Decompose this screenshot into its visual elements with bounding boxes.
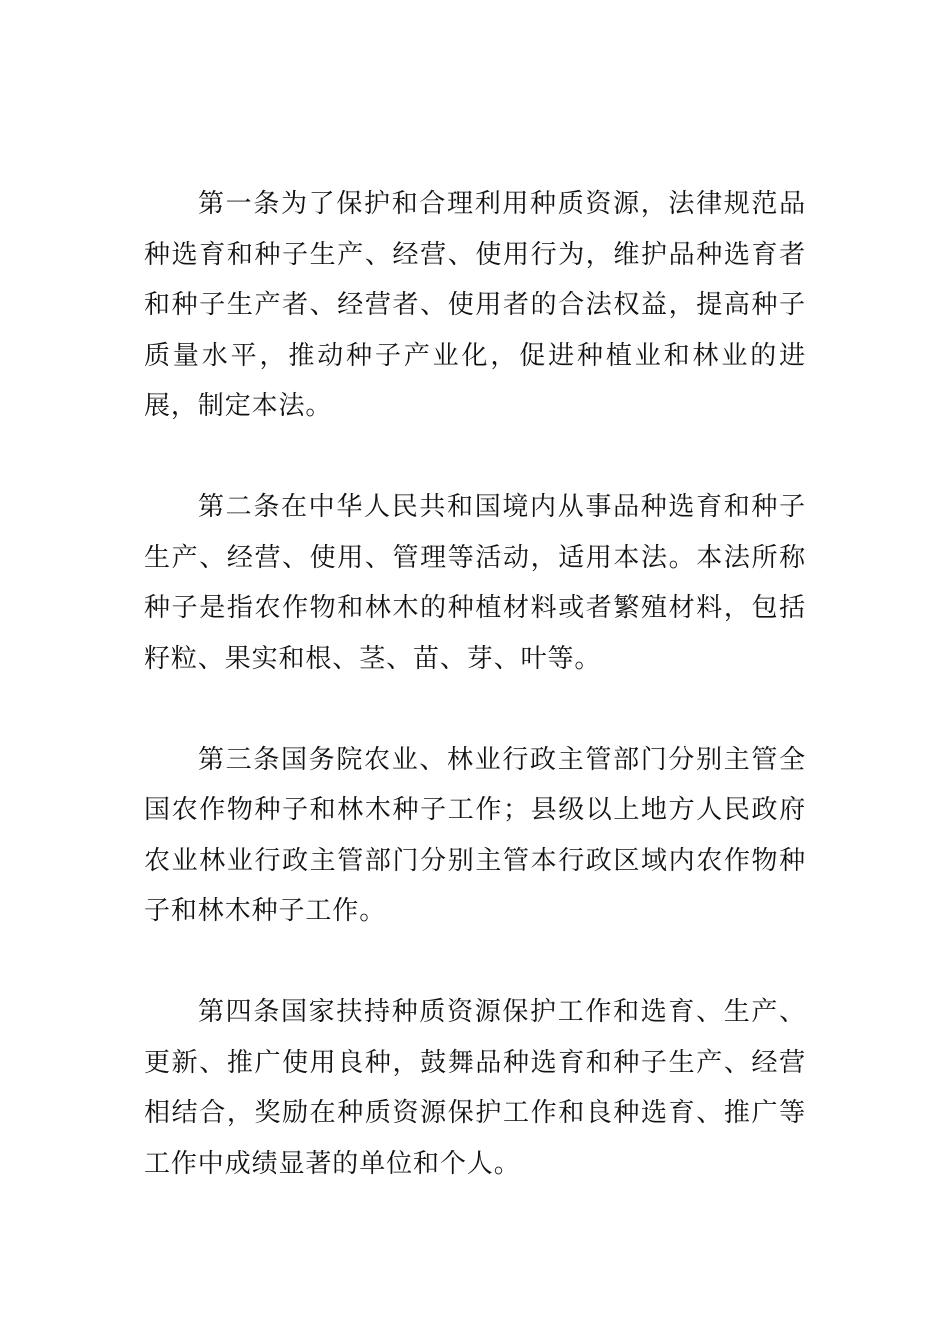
article-3-paragraph: 第三条国务院农业、林业行政主管部门分别主管全国农作物种子和林木种子工作；县级以上地方人民政府农业林业行政主管部门分别主管本行政区域内农作物种子和林木种子工作。: [144, 744, 806, 926]
article-4-paragraph: 第四条国家扶持种质资源保护工作和选育、生产、更新、推广使用良种，鼓舞品种选育和种子生产、经营相结合，奖励在种质资源保护工作和良种选育、推广等工作中成绩显著的单位和个人。: [144, 997, 806, 1179]
document-body: [144, 179, 806, 1189]
article-2-paragraph: 第二条在中华人民共和国境内从事品种选育和种子生产、经营、使用、管理等活动，适用本法。本法所称种子是指农作物和林木的种植材料或者繁殖材料，包括籽粒、果实和根、茎、苗、芽、叶等。: [144, 492, 806, 674]
article-1-paragraph: 第一条为了保护和合理利用种质资源，法律规范品种选育和种子生产、经营、使用行为，维护品种选育者和种子生产者、经营者、使用者的合法权益，提高种子质量水平，推动种子产业化，促进种植业和林业的进展，制定本法。: [144, 189, 806, 421]
